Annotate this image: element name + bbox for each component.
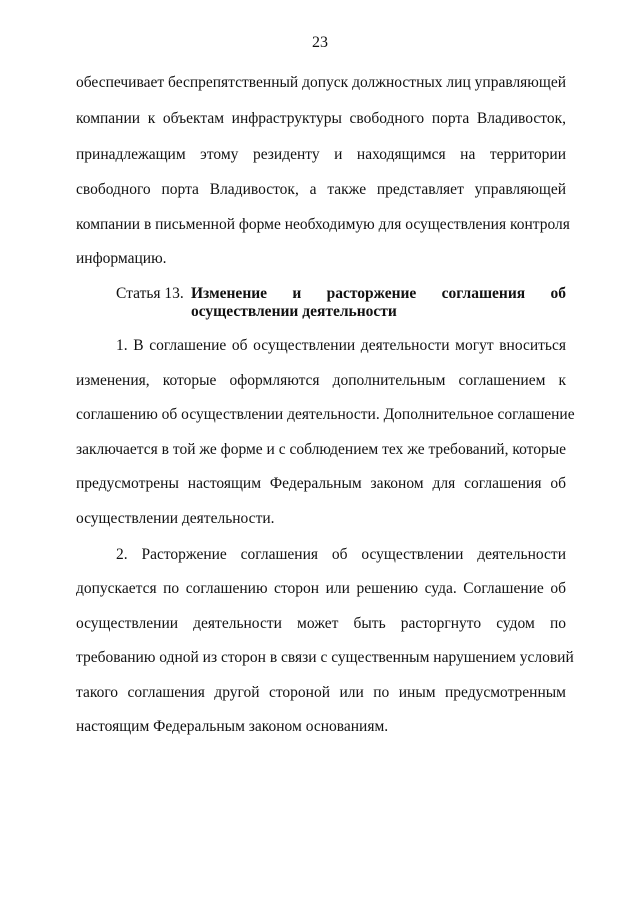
page-number: 23	[312, 34, 328, 51]
paragraph2-line-4: требованию одной из сторон в связи с существенным нарушением условий	[76, 649, 574, 666]
intro-line-1: обеспечивает беспрепятственный допуск должностных лиц управляющей	[76, 74, 566, 91]
article-title-line-1: Изменение и расторжение соглашения об	[191, 285, 566, 302]
article-title-line-2: осуществлении деятельности	[191, 303, 397, 320]
intro-line-2: компании к объектам инфраструктуры свободного порта Владивосток,	[76, 110, 566, 127]
paragraph2-line-6: настоящим Федеральным законом основаниям.	[76, 718, 389, 735]
paragraph2-line-1: 2. Расторжение соглашения об осуществлении деятельности	[116, 546, 566, 563]
paragraph2-line-5: такого соглашения другой стороной или по иным предусмотренным	[76, 684, 566, 701]
paragraph1-line-3: соглашению об осуществлении деятельности. Дополнительное соглашение	[76, 406, 575, 423]
intro-line-5: компании в письменной форме необходимую для осуществления контроля	[76, 216, 570, 233]
intro-line-4: свободного порта Владивосток, а также представляет управляющей	[76, 181, 566, 198]
paragraph2-line-3: осуществлении деятельности может быть расторгнуто судом по	[76, 615, 566, 632]
paragraph1-line-6: осуществлении деятельности.	[76, 510, 275, 527]
paragraph1-line-5: предусмотрены настоящим Федеральным законом для соглашения об	[76, 475, 566, 492]
intro-line-3: принадлежащим этому резиденту и находящимся на территории	[76, 146, 566, 163]
paragraph1-line-2: изменения, которые оформляются дополнительным соглашением к	[76, 372, 566, 389]
paragraph2-line-2: допускается по соглашению сторон или решению суда. Соглашение об	[76, 580, 566, 597]
intro-line-6: информацию.	[76, 250, 167, 267]
paragraph1-line-4: заключается в той же форме и с соблюдением тех же требований, которые	[76, 441, 566, 458]
paragraph1-line-1: 1. В соглашение об осуществлении деятельности могут вноситься	[116, 337, 566, 354]
article-label: Статья 13.	[116, 285, 184, 302]
